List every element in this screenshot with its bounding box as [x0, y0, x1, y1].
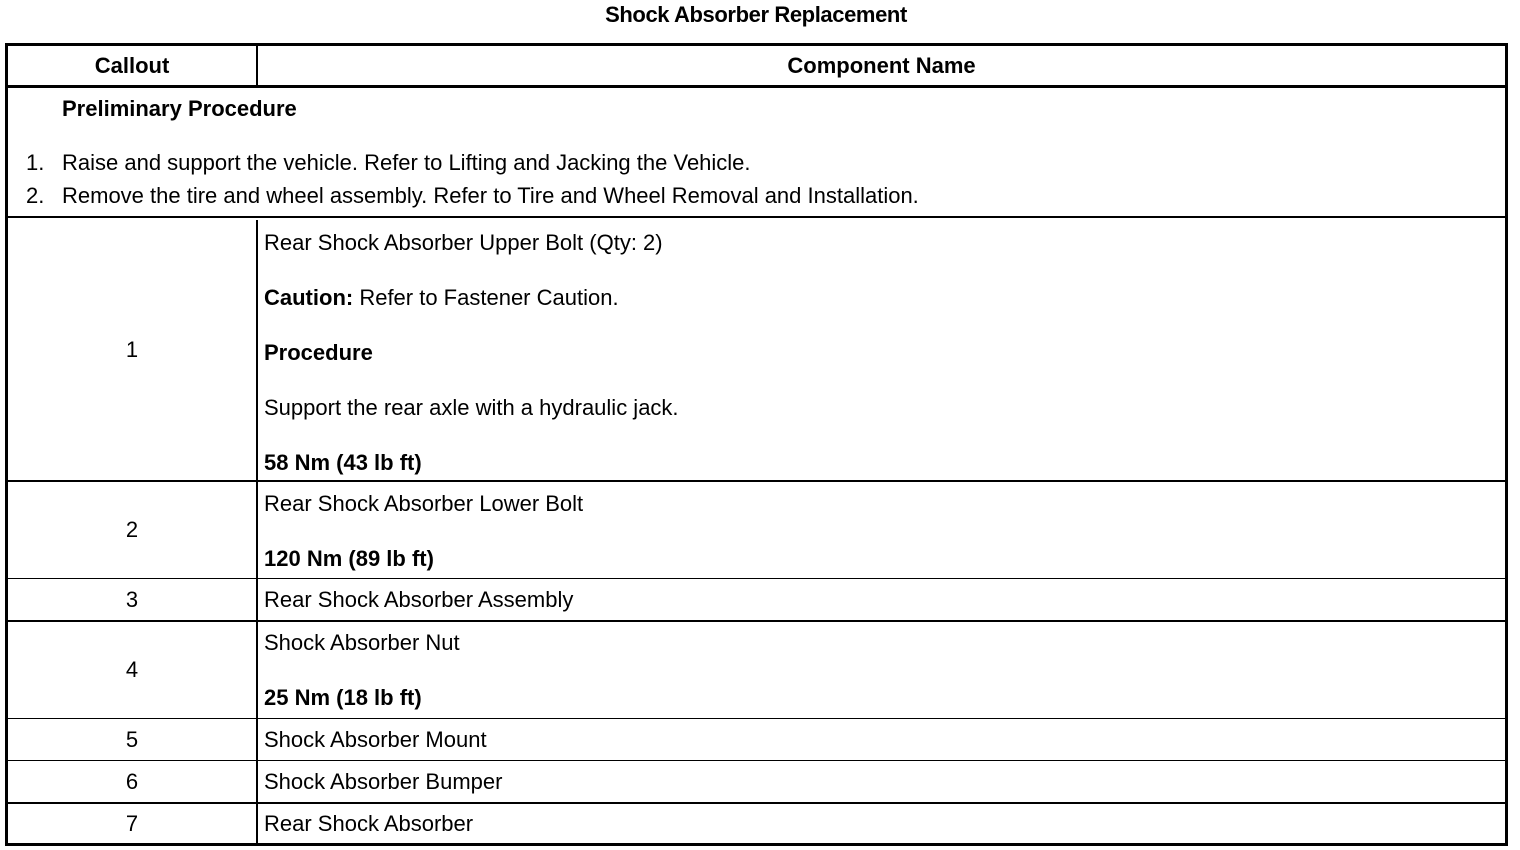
- step-number: 1.: [26, 150, 45, 175]
- callout-number: 6: [8, 761, 258, 802]
- document-title: Shock Absorber Replacement: [605, 2, 907, 27]
- component-cell: [264, 804, 1505, 843]
- component-name: Rear Shock Absorber Lower Bolt: [264, 491, 584, 516]
- component-cell: [264, 622, 1505, 718]
- component-cell: [264, 220, 1505, 480]
- callout-number: 2: [8, 482, 258, 578]
- torque-spec: 120 Nm (89 lb ft): [264, 546, 434, 571]
- table-row: [8, 761, 1505, 804]
- table-header-row: [8, 46, 1505, 88]
- component-name: Shock Absorber Nut: [264, 630, 460, 655]
- step-text: Remove the tire and wheel assembly. Refer to Tire and Wheel Removal and Installation.: [62, 183, 919, 208]
- component-name: Shock Absorber Mount: [264, 727, 487, 752]
- component-cell: [264, 579, 1505, 620]
- step-text: Raise and support the vehicle. Refer to Lifting and Jacking the Vehicle.: [62, 150, 751, 175]
- component-name: Shock Absorber Bumper: [264, 769, 503, 794]
- callout-number: 4: [8, 622, 258, 718]
- callout-table: [5, 43, 1508, 846]
- preliminary-step: [26, 150, 751, 176]
- component-cell: [264, 482, 1505, 578]
- component-name: Rear Shock Absorber Upper Bolt (Qty: 2): [264, 230, 663, 255]
- procedure-label: Procedure: [264, 340, 373, 365]
- preliminary-procedure-heading: Preliminary Procedure: [62, 96, 297, 121]
- callout-number: 5: [8, 719, 258, 760]
- component-name: Rear Shock Absorber: [264, 811, 474, 836]
- preliminary-step: [26, 183, 919, 209]
- caution-text: Refer to Fastener Caution.: [353, 285, 619, 310]
- torque-spec: 25 Nm (18 lb ft): [264, 685, 422, 710]
- component-cell: [264, 719, 1505, 760]
- callout-number: 1: [8, 220, 258, 480]
- caution-label: Caution:: [264, 285, 354, 310]
- component-cell: [264, 761, 1505, 802]
- table-row: [8, 719, 1505, 761]
- callout-number: 7: [8, 804, 258, 843]
- callout-number: 3: [8, 579, 258, 620]
- table-row: [8, 579, 1505, 622]
- preliminary-procedure-section: [8, 88, 1505, 218]
- torque-spec: 58 Nm (43 lb ft): [264, 450, 422, 475]
- procedure-text: Support the rear axle with a hydraulic jack.: [264, 395, 679, 420]
- header-callout: Callout: [8, 46, 258, 85]
- table-row: [8, 622, 1505, 719]
- table-row: [8, 220, 1505, 482]
- header-component-name: Component Name: [787, 52, 976, 78]
- table-row: [8, 804, 1505, 843]
- caution-note: [264, 285, 619, 311]
- component-name: Rear Shock Absorber Assembly: [264, 587, 574, 612]
- table-row: [8, 482, 1505, 579]
- step-number: 2.: [26, 183, 45, 208]
